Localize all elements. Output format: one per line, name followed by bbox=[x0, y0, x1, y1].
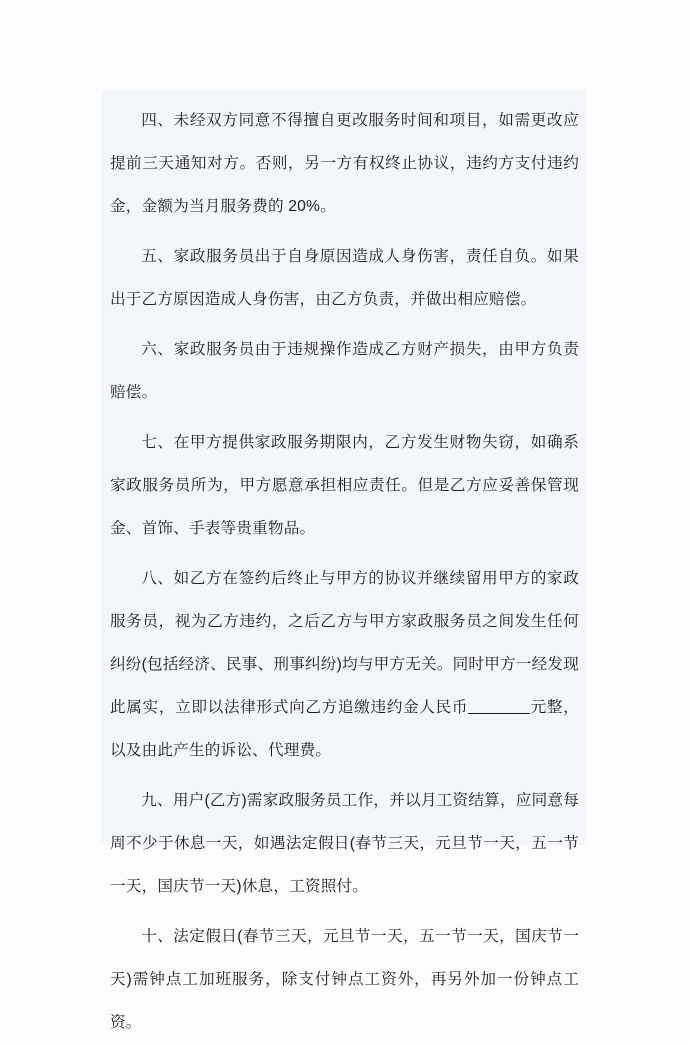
clause-item-7: 七、在甲方提供家政服务期限内，乙方发生财物失窃，如确系家政服务员所为，甲方愿意承担相应责任。但是乙方应妥善保管现金、首饰、手表等贵重物品。 bbox=[110, 434, 579, 537]
penalty-amount-blank[interactable] bbox=[468, 713, 530, 714]
clause-item-8 bbox=[110, 557, 579, 772]
clause-item-5: 五、家政服务员出于自身原因造成人身伤害，责任自负。如果出于乙方原因造成人身伤害，由乙方负责，并做出相应赔偿。 bbox=[110, 248, 579, 308]
clause-list bbox=[101, 90, 585, 1044]
clause-8-text-before-blank: 八、如乙方在签约后终止与甲方的协议并继续留用甲方的家政服务员，视为乙方违约，之后乙方与甲方家政服务员之间发生任何纠纷(包括经济、民事、刑事纠纷)均与甲方无关。同时甲方一经发现此属实，立即以法律形式向乙方追缴违约金人民币 bbox=[110, 570, 579, 716]
clause-8-text-after-blank: 元整，以及由此产生的诉讼、代理费。 bbox=[110, 699, 579, 759]
clause-item-6: 六、家政服务员由于违规操作造成乙方财产损失，由甲方负责赔偿。 bbox=[110, 341, 579, 401]
clause-item-10: 十、法定假日(春节三天，元旦节一天，五一节一天，国庆节一天)需钟点工加班服务，除支付钟点工资外，再另外加一份钟点工资。 bbox=[110, 928, 579, 1031]
document-text-panel bbox=[101, 90, 585, 1031]
clause-item-9: 九、用户(乙方)需家政服务员工作，并以月工资结算，应同意每周不少于休息一天，如遇法定假日(春节三天，元旦节一天，五一节一天，国庆节一天)休息，工资照付。 bbox=[110, 792, 579, 895]
clause-item-4: 四、未经双方同意不得擅自更改服务时间和项目，如需更改应提前三天通知对方。否则，另一方有权终止协议，违约方支付违约金，金额为当月服务费的 20%。 bbox=[110, 112, 579, 215]
